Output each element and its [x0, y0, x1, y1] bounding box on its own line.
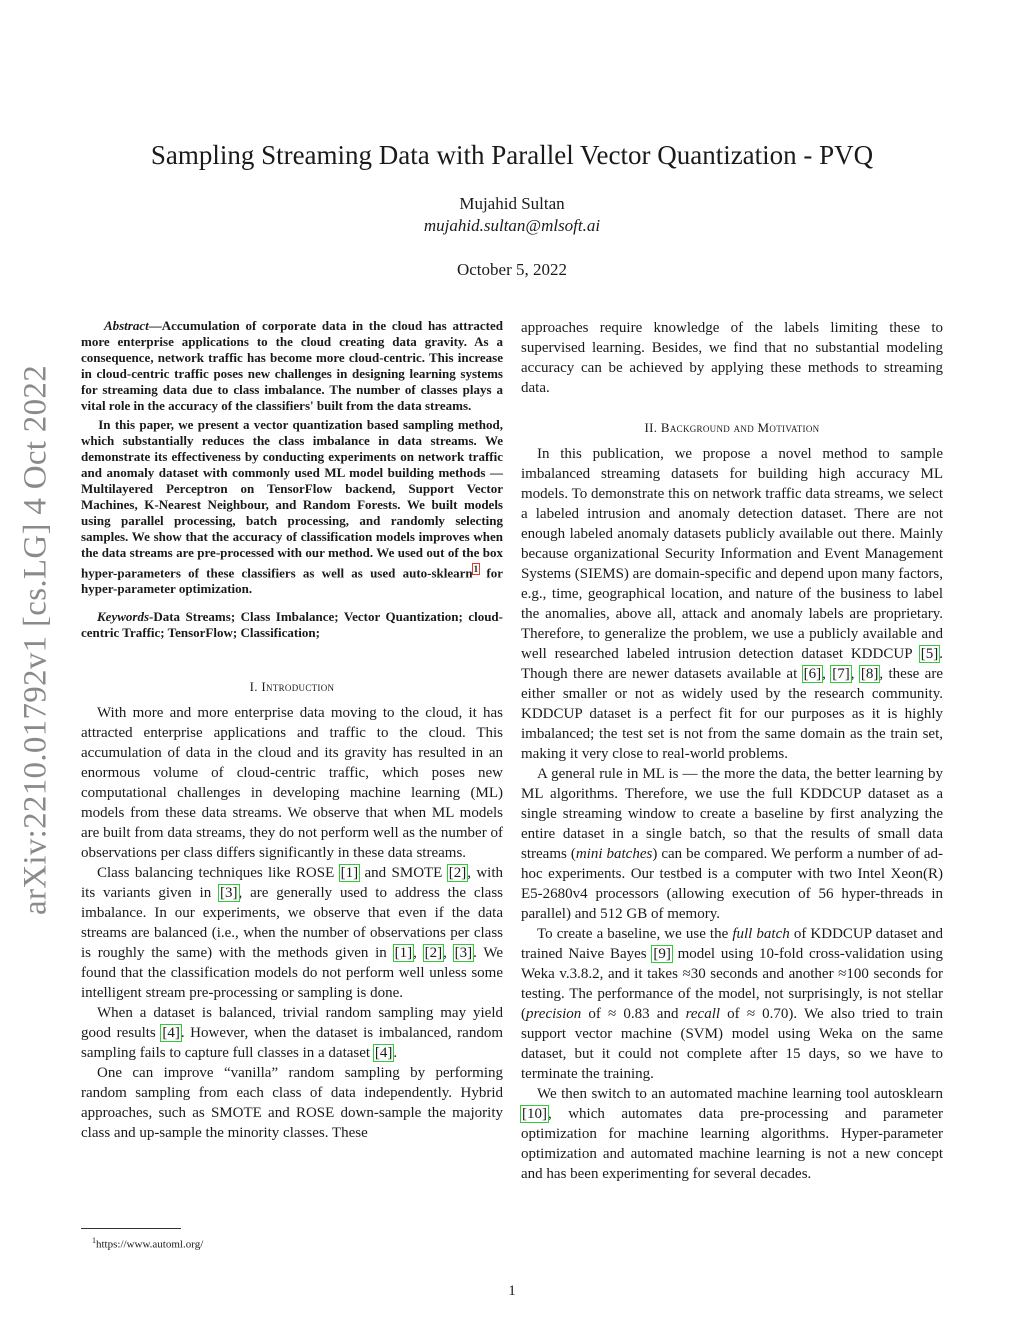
citation-link[interactable]: [1] [340, 865, 359, 882]
page-number: 1 [508, 1283, 516, 1299]
paper-title: Sampling Streaming Data with Parallel Vector Quantization - PVQ [150, 140, 874, 170]
background-paragraph-3: To create a baseline, we use the full batch of KDDCUP dataset and trained Naive Bayes [9] model using 10-fold cross-validation using Weka v.3.8.2, and it takes ≈30 seconds and another ≈100 seconds for testing. The performance of the model, not surprisingly, is not stellar (precision of ≈ 0.83 and recall of ≈ 0.70). We also tried to train support vector machine (SVM) model using Weka on the same dataset, but it could not complete after 15 days, so we have to terminate the training. [521, 926, 944, 1082]
keywords-label: Keywords [97, 609, 149, 625]
right-column [521, 318, 943, 1184]
footnote-rule [81, 1228, 181, 1229]
paper-date: October 5, 2022 [456, 260, 567, 279]
abstract-paragraph-2: In this paper, we present a vector quantization based sampling method, which substantially reduces the class imbalance in data streams. We demonstrate its effectiveness by conducting experiments on network traffic and anomaly dataset with commonly used ML model building methods — Multilayered Perceptron on TensorFlow backend, Support Vector Machines, K-Nearest Neighbour, and Random Forests. We built models using parallel processing, batch processing, and randomly selecting samples. We show that the accuracy of classification models improves when the data streams are pre-processed with our method. We used out of the box hyper-parameters of these classifiers as well as used auto-sklearn$^1$ for hyper-parameter optimization. [81, 417, 503, 597]
footnote-url[interactable]: https://www.automl.org/ [96, 1238, 204, 1251]
arxiv-side-label: arXiv:2210.01792v1 [cs.LG] 4 Oct 2022 [17, 364, 54, 916]
citation-link[interactable]: [7] [832, 666, 850, 682]
citation-link[interactable]: [1] [394, 945, 413, 962]
citation-link[interactable]: [8] [860, 666, 879, 682]
citation-link[interactable]: [2] [424, 945, 443, 962]
keywords: Keywords-Data Streams; Class Imbalance; Vector Quantization; cloud-centric Traffic; TensorFlow; Classification; [81, 609, 503, 641]
abstract-paragraph-1: Abstract—Accumulation of corporate data in the cloud has attracted more enterprise applications to the cloud creating data gravity. As a consequence, network traffic has become more cloud-centric. This increase in cloud-centric traffic poses new challenges in designing learning systems for streaming data due to class imbalance. The number of classes plays a vital role in the accuracy of the classifiers' built from the data streams. [81, 318, 504, 413]
citation-link[interactable]: [3] [454, 945, 473, 962]
author-email[interactable]: mujahid.sultan@mlsoft.ai [423, 216, 601, 235]
footnote [92, 1236, 203, 1251]
citation-link[interactable]: [6] [803, 666, 822, 682]
footnote-ref[interactable]: 1 [473, 564, 479, 574]
abstract-label: Abstract [103, 318, 149, 333]
intro-paragraph-3: When a dataset is balanced, trivial random sampling may yield good results [4]. However, when the dataset is imbalanced, random sampling fails to capture full classes in a dataset [4]. [81, 1005, 503, 1062]
section-heading-introduction: I. Introduction [249, 679, 335, 695]
citation-link[interactable]: [9] [653, 946, 671, 962]
background-paragraph-2: A general rule in ML is — the more the data, the better learning by ML algorithms. Therefore, we use the full KDDCUP dataset as a single streaming window to create a baseline by first analyzing the entire dataset in a single batch, so that the results of small data streams (mini batches) can be compared. We perform a number of ad-hoc experiments. Our testbed is a computer with two Intel Xeon(R) E5-2680v4 processors (allowing execution of 56 hyper-threads in parallel) and 512 GB of memory. [521, 766, 943, 922]
left-column [81, 318, 503, 1143]
citation-link[interactable]: [2] [448, 865, 467, 882]
intro-continued-paragraph: approaches require knowledge of the labels limiting these to supervised learning. Besides, we find that no substantial modeling accuracy can be achieved by applying these methods to streaming data. [521, 320, 943, 396]
background-paragraph-1: In this publication, we propose a novel method to sample imbalanced streaming datasets for building high accuracy ML models. To demonstrate this on network traffic data streams, we select a labeled intrusion and anomaly detection dataset. There are not enough labeled anomaly datasets publicly available out there. Mainly because organizational Security Information and Event Management Systems (SIEMS) are domain-specific and depend upon many factors, e.g., time, geographical location, and nature of the business to label the anomalies, above all, attack and anomaly labels are proprietary. Therefore, to generalize the problem, we use a publicly available and well researched labeled intrusion detection dataset KDDCUP [5]. Though there are newer datasets available at [6], [7], [8], these are either smaller or not as widely used by the research community. KDDCUP dataset is a perfect fit for our purposes as it is highly imbalanced; the test set is not from the same domain as the train set, making it very close to real-world problems. [521, 446, 943, 762]
intro-paragraph-2: Class balancing techniques like ROSE [1] and SMOTE [2], with its variants given in [3], are generally used to address the class imbalance. In our experiments, we observe that even if the data streams are balanced (i.e., when the number of observations per class is roughly the same) with the methods given in [1], [2], [3]. We found that the classification models do not perform well unless some intelligent stream pre-processing or sampling is done. [81, 865, 504, 1002]
author-name: Mujahid Sultan [459, 194, 565, 213]
citation-link[interactable]: [3] [220, 885, 238, 902]
footnote-mark: 1 [92, 1236, 96, 1245]
background-paragraph-4: We then switch to an automated machine learning tool autosklearn [10], which automates data pre-processing and parameter optimization for machine learning algorithms. Hyper-parameter optimization and automated machine learning is not a new concept and has been experimenting for several decades. [521, 1086, 943, 1182]
intro-paragraph-1: With more and more enterprise data moving to the cloud, it has attracted enterprise applications and traffic to the cloud. This accumulation of data in the cloud and its gravity has resulted in an enormous volume of cloud-centric traffic, which poses new computational challenges in developing machine learning (ML) models from these data streams. We observe that when ML models are built from data streams, they do not perform well as the number of observations per class differs significantly in these data streams. [81, 705, 503, 862]
intro-paragraph-4: One can improve “vanilla” random sampling by performing random sampling from each class of data independently. Hybrid approaches, such as SMOTE and ROSE down-sample the majority class and up-sample the minority classes. These [81, 1065, 503, 1142]
citation-link[interactable]: [10] [522, 1106, 547, 1122]
citation-link[interactable]: [4] [374, 1045, 393, 1062]
section-heading-background: II. Background and Motivation [644, 420, 820, 435]
citation-link[interactable]: [5] [920, 646, 939, 662]
citation-link[interactable]: [4] [162, 1025, 180, 1042]
